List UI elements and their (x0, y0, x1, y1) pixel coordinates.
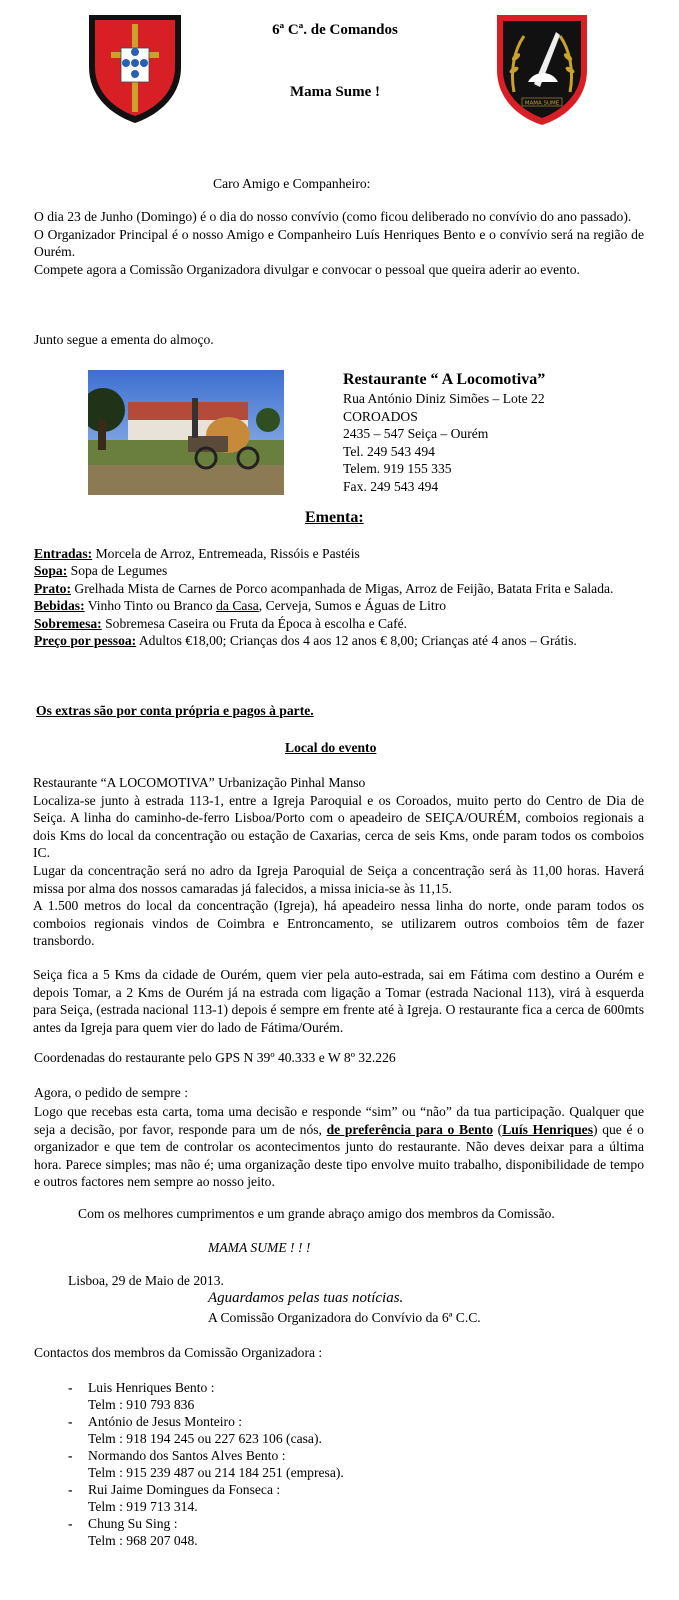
closing-regards: Com os melhores cumprimentos e um grande abraço amigo dos membros da Comissão. (78, 1206, 555, 1221)
contact-item: - António de Jesus Monteiro : Telm : 918 194 245 ou 227 623 106 (casa). (68, 1414, 322, 1446)
extras-note: Os extras são por conta própria e pagos à parte. (36, 703, 314, 718)
directions: Seiça fica a 5 Kms da cidade de Ourém, quem vier pela auto-estrada, sai em Fátima com destino a Ourém e depois Tomar, a 2 Kms de Ourém já na estrada com ligação a Tomar (estrada Nacional 113), virá à esquerda para Seiça, (estrada nacional 113-1) depois é sempre em frente até à Igreja. O restaurante fica a cerca de 600mts antes da Igreja para quem vier do lado de Fátima/Ourém. (33, 967, 644, 1035)
place-date: Lisboa, 29 de Maio de 2013. (68, 1273, 224, 1288)
contact-item: - Chung Su Sing : Telm : 968 207 048. (68, 1516, 198, 1548)
restaurant-fax: Fax. 249 543 494 (343, 478, 439, 494)
menu-item-sopa: Sopa: Sopa de Legumes (34, 563, 168, 579)
contact-item: - Rui Jaime Domingues da Fonseca : Telm : 919 713 314. (68, 1482, 281, 1514)
location-line-1: Restaurante “A LOCOMOTIVA” Urbanização Pinhal Manso (33, 775, 366, 790)
signature: A Comissão Organizadora do Convívio da 6ª C.C. (208, 1310, 481, 1325)
restaurant-tel: Tel. 249 543 494 (343, 443, 435, 459)
left-crest-icon (86, 12, 184, 126)
unit-title: 6ª Cª. de Comandos (272, 22, 398, 38)
gps-coordinates: Coordenadas do restaurante pelo GPS N 39º 40.333 e W 8º 32.226 (34, 1050, 396, 1065)
intro-paragraph-1: O dia 23 de Junho (Domingo) é o dia do nosso convívio (como ficou deliberado no convívio do ano passado). (34, 209, 632, 224)
restaurant-postcode: 2435 – 547 Seiça – Ourém (343, 426, 489, 441)
menu-item-bebidas: Bebidas: Vinho Tinto ou Branco da Casa, Cerveja, Sumos e Águas de Litro (34, 598, 447, 614)
menu-note: Junto segue a ementa do almoço. (34, 332, 214, 347)
location-line-3: Lugar da concentração será no adro da Igreja Paroquial de Seiça a concentração será às 11,00 horas. Haverá missa por alma dos nossos camaradas já falecidos, a missa inicia-se às 11,15. (33, 862, 644, 896)
menu-item-prato: Prato: Grelhada Mista de Carnes de Porco acompanhada de Migas, Arroz de Feijão, Batata Frita e Salada. (34, 580, 614, 596)
right-crest-icon (494, 12, 590, 128)
request-intro: Agora, o pedido de sempre : (34, 1085, 189, 1100)
preference-bento: de preferência para o Bento (326, 1121, 493, 1137)
restaurant-name: Restaurante “ A Locomotiva” (343, 371, 546, 388)
request-text: Logo que recebas esta carta, toma uma decisão e responde “sim” ou “não” da tua participação. Qualquer que seja a decisão, por favor, responde para um de nós, de preferência para o Bento (Luís Henriques) que é o organizador e que tem de controlar os acontecimentos junto do restaurante. Não deves deixar para a última hora. Parece simples; mas não é; uma organização deste tipo envolve muito trabalho, disponibilidade de tempo e outros factores nem sempre ao nosso jeito. (34, 1104, 644, 1190)
menu-title: Ementa: (305, 509, 364, 526)
restaurant-address: Rua António Diniz Simões – Lote 22 (343, 391, 545, 406)
restaurant-photo (88, 370, 284, 495)
contact-item: - Luis Henriques Bento : Telm : 910 793 836 (68, 1380, 215, 1412)
closing-motto: MAMA SUME ! ! ! (208, 1240, 311, 1255)
intro-paragraph-3: Compete agora a Comissão Organizadora divulgar e convocar o pessoal que queira aderir ao evento. (34, 261, 580, 277)
location-title: Local do evento (285, 740, 377, 755)
location-text (33, 774, 644, 950)
menu-item-preco: Preço por pessoa: Adultos €18,00; Crianças dos 4 aos 12 anos € 8,00; Crianças até 4 anos – Grátis. (34, 633, 577, 649)
restaurant-card (343, 370, 545, 495)
location-line-2: Localiza-se junto à estrada 113-1, entre a Igreja Paroquial e os Coroados, muito perto do Centro de Dia de Seiça. A linha do caminho-de-ferro Lisboa/Porto com o apeadeiro de SEIÇA/OURÉM, comboios regionais a dois Kms do local da concentração ou estação de Caxarias, cerca de seis Kms, onde param todos os comboios IC. (33, 792, 644, 861)
restaurant-mobile: Telem. 919 155 335 (343, 461, 452, 476)
menu-item-sobremesa: Sobremesa: Sobremesa Caseira ou Fruta da Época à escolha e Café. (34, 615, 408, 631)
contacts-list (34, 1380, 534, 1550)
motto-title: Mama Sume ! (290, 84, 380, 100)
intro-paragraph-2: O Organizador Principal é o nosso Amigo e Companheiro Luís Henriques Bento e o convívio será na região de Ourém. (34, 226, 644, 259)
crest-motto-text: MAMA SUME (524, 100, 560, 107)
menu-item-entradas: Entradas: Morcela de Arroz, Entremeada, Rissóis e Pastéis (34, 546, 360, 561)
intro-paragraphs (34, 208, 644, 278)
await-news: Aguardamos pelas tuas notícias. (208, 1290, 404, 1306)
luis-henriques: Luís Henriques (502, 1121, 593, 1137)
menu-list (34, 545, 644, 649)
greeting: Caro Amigo e Companheiro: (213, 176, 371, 191)
restaurant-locality: COROADOS (343, 408, 418, 424)
location-line-4: A 1.500 metros do local da concentração (Igreja), há apeadeiro nessa linha do norte, onde param todos os comboios regionais vindos de Coimbra e Entroncamento, se utilizarem outros comboios têm de fazer transbordo. (33, 898, 644, 949)
contacts-title: Contactos dos membros da Comissão Organizadora : (34, 1345, 323, 1360)
contact-item: - Normando dos Santos Alves Bento : Telm : 915 239 487 ou 214 184 251 (empresa). (68, 1448, 344, 1480)
